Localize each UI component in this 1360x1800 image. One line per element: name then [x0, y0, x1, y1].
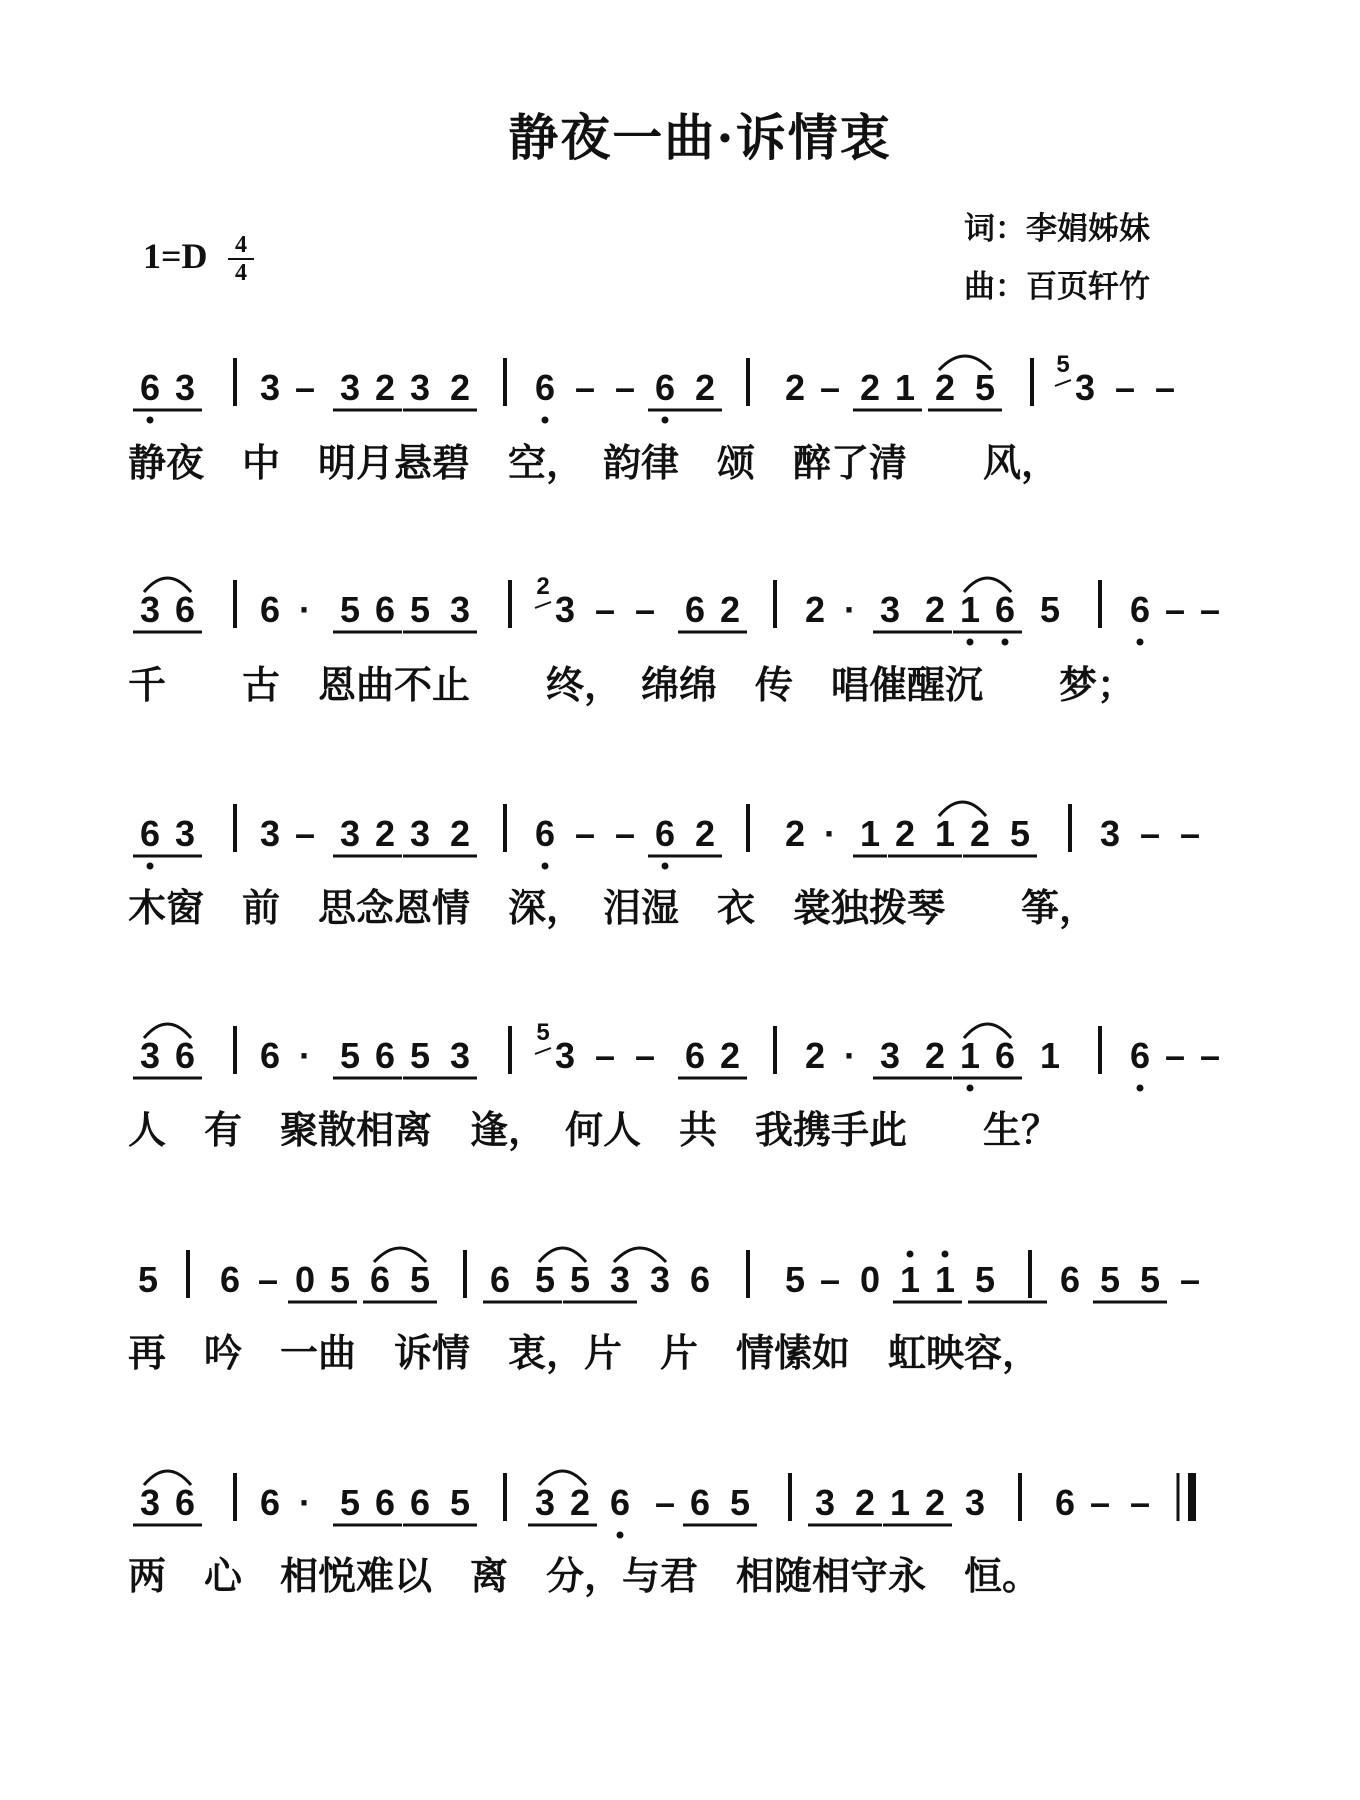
note: 2: [894, 813, 916, 854]
note: 2: [854, 1482, 876, 1523]
note: 6: [654, 813, 676, 854]
lyric-line: 两 心 相悦难以 离 分，与君 相随相守永 恒。: [128, 1553, 1041, 1598]
note: 1: [859, 813, 881, 854]
dash-extension: –: [634, 1035, 656, 1076]
dash-extension: –: [294, 813, 316, 854]
grace-note: 2: [536, 573, 550, 600]
dash-extension: –: [594, 589, 616, 630]
lyricist-label: 词：: [964, 211, 1026, 247]
lyric-line: 木窗 前 思念恩情 深， 泪湿 衣 裳独拨琴 筝，: [128, 885, 1098, 930]
lyric-line: 千 古 恩曲不止 终， 绵绵 传 唱催醒沉 梦；: [128, 662, 1136, 707]
note: 6: [174, 589, 196, 630]
note: 5: [1009, 813, 1031, 854]
note: 2: [924, 589, 946, 630]
note: 3: [879, 1035, 901, 1076]
note: 3: [534, 1482, 556, 1523]
note: 6: [994, 1035, 1016, 1076]
note: 6: [534, 813, 556, 854]
note: 3: [409, 367, 431, 408]
dash-extension: –: [574, 813, 596, 854]
composer-label: 曲：: [964, 269, 1026, 305]
dash-extension: –: [594, 1035, 616, 1076]
note: 2: [374, 367, 396, 408]
note: 6: [684, 589, 706, 630]
dash-extension: –: [1199, 589, 1221, 630]
dash-extension: –: [294, 367, 316, 408]
dash-extension: –: [819, 367, 841, 408]
note: 1: [1039, 1035, 1061, 1076]
note: 6: [689, 1259, 711, 1300]
note: 2: [694, 367, 716, 408]
note: 2: [719, 589, 741, 630]
note: 2: [969, 813, 991, 854]
note: 6: [609, 1482, 631, 1523]
note: 2: [694, 813, 716, 854]
note: 1: [934, 1259, 956, 1300]
low-octave-dot: [542, 863, 549, 870]
note: 6: [689, 1482, 711, 1523]
low-octave-dot: [967, 639, 974, 646]
note: 3: [409, 813, 431, 854]
note: 5: [339, 589, 361, 630]
low-octave-dot: [662, 863, 669, 870]
note: 3: [879, 589, 901, 630]
dash-extension: –: [574, 367, 596, 408]
note: 6: [1129, 589, 1151, 630]
dash-extension: –: [1154, 367, 1176, 408]
note: 2: [804, 1035, 826, 1076]
note: 2: [924, 1035, 946, 1076]
note: 1: [959, 1035, 981, 1076]
note: 6: [139, 367, 161, 408]
dash-extension: –: [1199, 1035, 1221, 1076]
note: 3: [259, 367, 281, 408]
note: 3: [339, 813, 361, 854]
note: 2: [784, 367, 806, 408]
note: 0: [859, 1259, 881, 1300]
dot-extension: ·: [299, 1035, 311, 1076]
note: 2: [784, 813, 806, 854]
note: 1: [959, 589, 981, 630]
note: 2: [804, 589, 826, 630]
note: 1: [894, 367, 916, 408]
note: 6: [1129, 1035, 1151, 1076]
grace-stroke: [535, 1048, 551, 1054]
note: 2: [719, 1035, 741, 1076]
note: 6: [1059, 1259, 1081, 1300]
note: 6: [534, 367, 556, 408]
song-title: 静夜一曲·诉情衷: [508, 108, 892, 167]
note: 6: [654, 367, 676, 408]
note: 6: [374, 589, 396, 630]
low-octave-dot: [1137, 639, 1144, 646]
note: 1: [934, 813, 956, 854]
note: 6: [374, 1482, 396, 1523]
high-octave-dot: [907, 1251, 914, 1258]
note: 5: [329, 1259, 351, 1300]
note: 0: [294, 1259, 316, 1300]
low-octave-dot: [542, 417, 549, 424]
dash-extension: –: [1089, 1482, 1111, 1523]
note: 3: [649, 1259, 671, 1300]
dot-extension: ·: [844, 1035, 856, 1076]
dash-extension: –: [1164, 589, 1186, 630]
lyric-line: 静夜 中 明月悬碧 空， 韵律 颂 醉了清 风，: [128, 440, 1060, 485]
note: 5: [534, 1259, 556, 1300]
low-octave-dot: [147, 863, 154, 870]
note: 5: [784, 1259, 806, 1300]
lyric-line: 再 吟 一曲 诉情 衷，片 片 情愫如 虹映容，: [128, 1330, 1041, 1375]
dash-extension: –: [1179, 1259, 1201, 1300]
note: 6: [489, 1259, 511, 1300]
grace-stroke: [1055, 380, 1071, 386]
note: 3: [449, 589, 471, 630]
dash-extension: –: [1129, 1482, 1151, 1523]
dash-extension: –: [257, 1259, 279, 1300]
dot-extension: ·: [299, 1482, 311, 1523]
note: 3: [609, 1259, 631, 1300]
note: 5: [449, 1482, 471, 1523]
note: 5: [729, 1482, 751, 1523]
time-signature-top: 4: [235, 232, 247, 258]
note: 2: [449, 813, 471, 854]
note: 3: [139, 1482, 161, 1523]
note: 5: [409, 589, 431, 630]
lyric-line: 人 有 聚散相离 逢， 何人 共 我携手此 生？: [128, 1107, 1060, 1152]
note: 2: [924, 1482, 946, 1523]
note: 3: [554, 1035, 576, 1076]
note: 2: [449, 367, 471, 408]
note: 5: [974, 367, 996, 408]
dash-extension: –: [614, 813, 636, 854]
note: 3: [1074, 367, 1096, 408]
note: 3: [174, 813, 196, 854]
note: 5: [569, 1259, 591, 1300]
note: 3: [139, 1035, 161, 1076]
dash-extension: –: [819, 1259, 841, 1300]
note: 5: [409, 1035, 431, 1076]
note: 6: [409, 1482, 431, 1523]
time-signature-bottom: 4: [235, 260, 247, 286]
note: 2: [934, 367, 956, 408]
dot-extension: ·: [824, 813, 836, 854]
note: 6: [1054, 1482, 1076, 1523]
dash-extension: –: [1114, 367, 1136, 408]
note: 3: [259, 813, 281, 854]
low-octave-dot: [147, 417, 154, 424]
note: 6: [219, 1259, 241, 1300]
key-signature: 1=D: [143, 236, 208, 276]
note: 1: [899, 1259, 921, 1300]
dash-extension: –: [1139, 813, 1161, 854]
dot-extension: ·: [844, 589, 856, 630]
note: 2: [374, 813, 396, 854]
grace-stroke: [535, 602, 551, 608]
composer-name: 百页轩竹: [1026, 269, 1150, 305]
note: 6: [374, 1035, 396, 1076]
note: 3: [449, 1035, 471, 1076]
dash-extension: –: [614, 367, 636, 408]
low-octave-dot: [662, 417, 669, 424]
note: 3: [814, 1482, 836, 1523]
note: 5: [1139, 1259, 1161, 1300]
grace-note: 5: [1056, 351, 1070, 378]
note: 6: [684, 1035, 706, 1076]
dash-extension: –: [654, 1482, 676, 1523]
note: 5: [1039, 589, 1061, 630]
note: 3: [1099, 813, 1121, 854]
note: 3: [139, 589, 161, 630]
note: 5: [137, 1259, 159, 1300]
dash-extension: –: [1164, 1035, 1186, 1076]
lyricist-name: 李娟姊妹: [1026, 211, 1150, 247]
low-octave-dot: [1002, 639, 1009, 646]
low-octave-dot: [1137, 1085, 1144, 1092]
note: 5: [339, 1482, 361, 1523]
note: 6: [259, 1035, 281, 1076]
note: 6: [259, 1482, 281, 1523]
note: 6: [259, 589, 281, 630]
note: 3: [964, 1482, 986, 1523]
note: 6: [369, 1259, 391, 1300]
grace-note: 5: [536, 1019, 550, 1046]
note: 6: [174, 1482, 196, 1523]
note: 5: [339, 1035, 361, 1076]
note: 2: [859, 367, 881, 408]
note: 5: [1099, 1259, 1121, 1300]
low-octave-dot: [617, 1532, 624, 1539]
note: 2: [569, 1482, 591, 1523]
dash-extension: –: [634, 589, 656, 630]
low-octave-dot: [967, 1085, 974, 1092]
note: 3: [339, 367, 361, 408]
note: 1: [889, 1482, 911, 1523]
high-octave-dot: [942, 1251, 949, 1258]
dash-extension: –: [1179, 813, 1201, 854]
note: 6: [139, 813, 161, 854]
note: 6: [994, 589, 1016, 630]
note: 5: [409, 1259, 431, 1300]
note: 6: [174, 1035, 196, 1076]
dot-extension: ·: [299, 589, 311, 630]
note: 3: [554, 589, 576, 630]
note: 5: [974, 1259, 996, 1300]
note: 3: [174, 367, 196, 408]
